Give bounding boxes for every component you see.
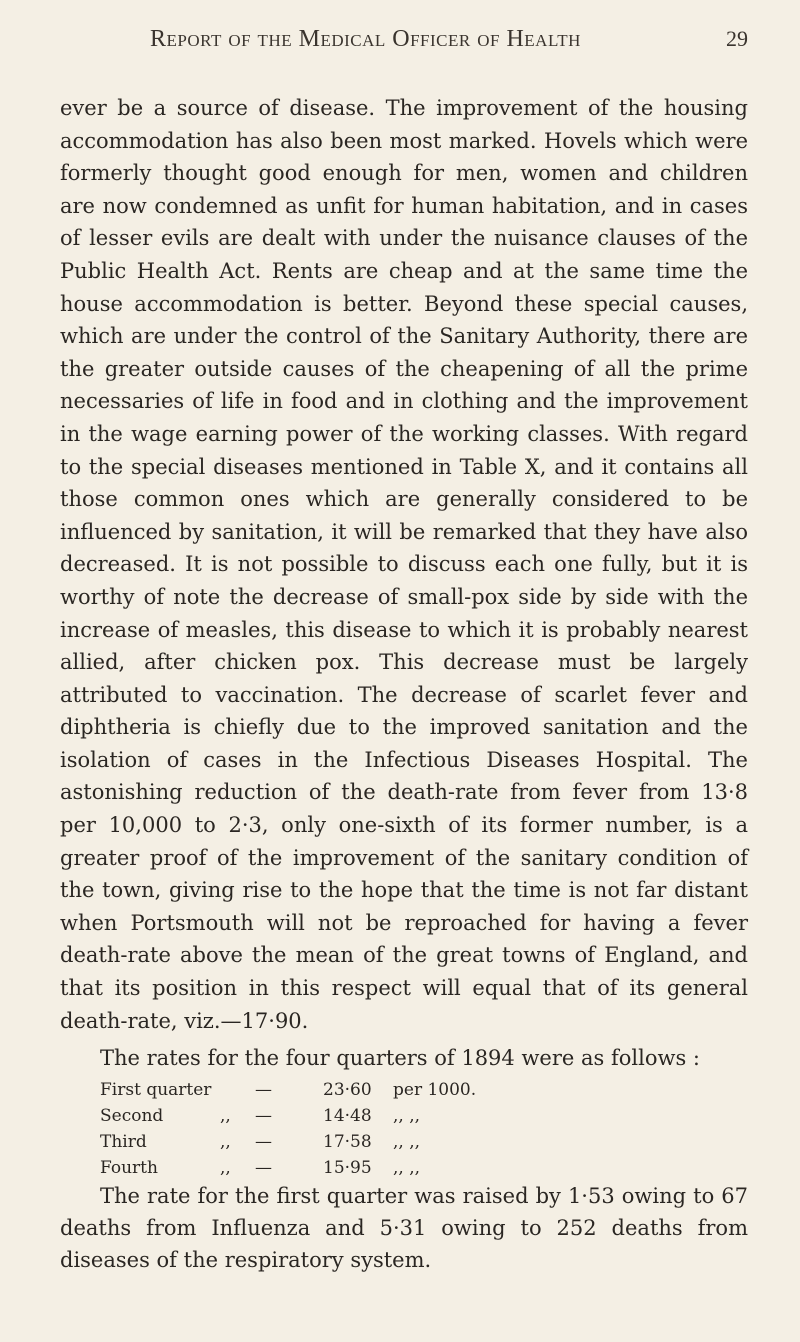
rate-value: 17·58 [323,1132,372,1152]
quarter-label: Third [100,1132,147,1152]
rate-value: 23·60 [323,1080,372,1100]
body-paragraph: ever be a source of disease. The improvement of the housing accommodation has also been most marked. Hovels which were formerly thought good enough for men, women and children are now condemned as unfit for human habitation, and in cases of lesser evils are dealt with under the nuisance clauses of the Public Health Act. Rents are cheap and at the same time the house accommodation is better. Beyond these special causes, which are under the control of the Sanitary Authority, there are the greater outside causes of the cheapening of all the prime necessaries of life in food and in clothing and the improvement in the wage earning power of the working classes. With regard to the special diseases mentioned in Table X, and it contains all those common ones which are generally considered to be influenced by sanitation, it will be remarked that they have also decreased. It is not possible to discuss each one fully, but it is worthy of note the decrease of small-pox side by side with the increase of measles, this disease to which it is probably nearest allied, after chicken pox. This decrease must be largely attributed to vaccination. The decrease of scarlet fever and diphtheria is chiefly due to the improved sanitation and the isolation of cases in the Infectious Diseases Hospital. The astonishing reduction of the death-rate from fever from 13·8 per 10,000 to 2·3, only one-sixth of its former number, is a greater proof of the improvement of the sanitary condition of the town, giving rise to the hope that the time is not far distant when Portsmouth will not be reproached for having a fever death-rate above the mean of the great towns of England, and that its position in this respect will equal that of its general death-rate, viz.—17·90. [60,96,748,1033]
quarter-label: Fourth [100,1158,158,1178]
quarter-label: Second [100,1106,164,1126]
rate-row-first [100,1077,660,1103]
rate-row-third [100,1129,660,1155]
running-title: Report of the Medical Officer of Health [150,26,581,52]
ditto-mark: ,, [220,1132,231,1152]
dash: — [255,1106,272,1126]
rate-value: 14·48 [323,1106,372,1126]
rate-row-fourth [100,1155,660,1181]
dash: — [255,1158,272,1178]
ditto-mark: ,, [220,1158,231,1178]
ditto-mark: ,, [220,1106,231,1126]
rate-unit: ,, ,, [393,1106,421,1126]
rate-unit: per 1000. [393,1080,477,1100]
quarter-label: First quarter [100,1080,212,1100]
dash: — [255,1132,272,1152]
quarterly-rates-table [100,1077,660,1181]
page-number: 29 [726,26,748,51]
rates-intro: The rates for the four quarters of 1894 were as follows : [100,1046,700,1070]
rate-value: 15·95 [323,1158,372,1178]
dash: — [255,1080,272,1100]
rate-unit: ,, ,, [393,1158,421,1178]
closing-paragraph: The rate for the first quarter was raised by 1·53 owing to 67 deaths from Influenza and 5·31 owing to 252 deaths from diseases of the respiratory system. [60,1184,748,1272]
rate-row-second [100,1103,660,1129]
rate-unit: ,, ,, [393,1132,421,1152]
